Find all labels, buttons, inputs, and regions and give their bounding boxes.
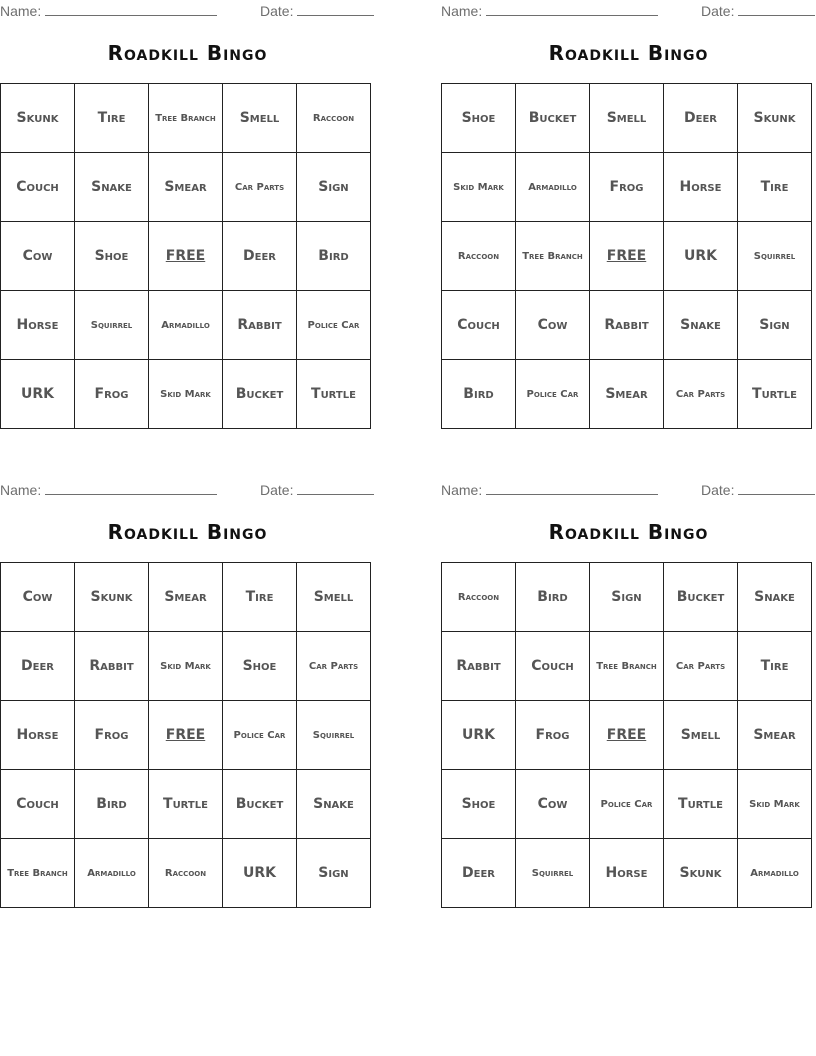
name-blank-line[interactable] — [486, 482, 658, 495]
bingo-cell[interactable]: Police Car — [516, 360, 590, 429]
bingo-cell[interactable]: Armadillo — [738, 839, 812, 908]
bingo-cell[interactable]: Police Car — [297, 291, 371, 360]
bingo-cell[interactable]: Smell — [223, 84, 297, 153]
bingo-cell[interactable]: Car Parts — [664, 360, 738, 429]
date-blank-line[interactable] — [297, 3, 374, 16]
bingo-cell[interactable]: Deer — [1, 632, 75, 701]
bingo-cell[interactable]: Couch — [442, 291, 516, 360]
bingo-cell[interactable]: Skid Mark — [442, 153, 516, 222]
name-blank-line[interactable] — [45, 3, 217, 16]
bingo-cell[interactable]: Bird — [442, 360, 516, 429]
grid-row — [442, 84, 812, 153]
bingo-cell[interactable]: Rabbit — [590, 291, 664, 360]
bingo-cell[interactable]: Horse — [664, 153, 738, 222]
bingo-cell[interactable]: Sign — [297, 839, 371, 908]
bingo-cell[interactable]: Snake — [664, 291, 738, 360]
bingo-cell[interactable]: Raccoon — [149, 839, 223, 908]
bingo-cell[interactable]: Turtle — [664, 770, 738, 839]
bingo-cell[interactable]: Tire — [738, 632, 812, 701]
bingo-cell[interactable]: Skunk — [664, 839, 738, 908]
name-field[interactable] — [441, 479, 658, 501]
bingo-cell[interactable]: Bird — [75, 770, 149, 839]
bingo-cell[interactable]: Shoe — [223, 632, 297, 701]
bingo-cell[interactable]: Squirrel — [75, 291, 149, 360]
bingo-cell[interactable]: Skunk — [738, 84, 812, 153]
bingo-cell[interactable]: Car Parts — [664, 632, 738, 701]
grid-row — [1, 153, 371, 222]
name-blank-line[interactable] — [486, 3, 658, 16]
bingo-cell[interactable]: Skid Mark — [149, 632, 223, 701]
name-label: Name: — [441, 3, 483, 19]
free-space-cell[interactable]: FREE — [590, 701, 664, 770]
bingo-cell[interactable]: Raccoon — [297, 84, 371, 153]
name-label: Name: — [0, 3, 42, 19]
bingo-cell[interactable]: Turtle — [297, 360, 371, 429]
card-header — [441, 479, 816, 501]
bingo-cell[interactable]: URK — [1, 360, 75, 429]
date-label: Date: — [260, 3, 294, 19]
bingo-grid — [0, 562, 371, 908]
bingo-cell[interactable]: Shoe — [75, 222, 149, 291]
bingo-cell[interactable]: Bucket — [516, 84, 590, 153]
bingo-cell[interactable]: Smell — [664, 701, 738, 770]
bingo-cell[interactable]: Turtle — [149, 770, 223, 839]
bingo-cell[interactable]: Snake — [297, 770, 371, 839]
grid-row — [1, 839, 371, 908]
bingo-cell[interactable]: Tree Branch — [590, 632, 664, 701]
bingo-cell[interactable]: Bucket — [223, 770, 297, 839]
bingo-cell[interactable]: Frog — [75, 360, 149, 429]
bingo-cell[interactable]: Car Parts — [297, 632, 371, 701]
name-field[interactable] — [441, 0, 658, 22]
bingo-cell[interactable]: Sign — [297, 153, 371, 222]
bingo-cell[interactable]: Couch — [1, 153, 75, 222]
bingo-cell[interactable]: Squirrel — [738, 222, 812, 291]
grid-row — [442, 360, 812, 429]
bingo-cell[interactable]: URK — [223, 839, 297, 908]
date-label: Date: — [701, 482, 735, 498]
bingo-cell[interactable]: Cow — [516, 770, 590, 839]
grid-row — [442, 153, 812, 222]
grid-row — [442, 632, 812, 701]
bingo-cell[interactable]: Shoe — [442, 84, 516, 153]
card-title: Roadkill Bingo — [107, 41, 268, 65]
grid-row — [1, 222, 371, 291]
bingo-cell[interactable]: Smear — [738, 701, 812, 770]
name-blank-line[interactable] — [45, 482, 217, 495]
grid-row — [1, 360, 371, 429]
card-title: Roadkill Bingo — [107, 520, 268, 544]
name-field[interactable] — [0, 479, 217, 501]
grid-row — [1, 770, 371, 839]
bingo-cell[interactable]: Smell — [590, 84, 664, 153]
bingo-cell[interactable]: Snake — [738, 563, 812, 632]
bingo-cell[interactable]: URK — [664, 222, 738, 291]
date-field[interactable] — [701, 0, 815, 22]
card-header — [0, 479, 375, 501]
bingo-cell[interactable]: Bucket — [664, 563, 738, 632]
date-blank-line[interactable] — [297, 482, 374, 495]
name-label: Name: — [441, 482, 483, 498]
bingo-cell[interactable]: Tire — [223, 563, 297, 632]
bingo-cell[interactable]: Skid Mark — [149, 360, 223, 429]
grid-row — [442, 222, 812, 291]
name-label: Name: — [0, 482, 42, 498]
card-header — [441, 0, 816, 22]
bingo-cell[interactable]: Smear — [149, 563, 223, 632]
grid-row — [1, 632, 371, 701]
bingo-cell[interactable]: Raccoon — [442, 222, 516, 291]
date-blank-line[interactable] — [738, 3, 815, 16]
bingo-cell[interactable]: Cow — [516, 291, 590, 360]
date-label: Date: — [260, 482, 294, 498]
bingo-cell[interactable]: Police Car — [590, 770, 664, 839]
bingo-cell[interactable]: Armadillo — [516, 153, 590, 222]
bingo-cell[interactable]: URK — [442, 701, 516, 770]
bingo-cell[interactable]: Smell — [297, 563, 371, 632]
bingo-cell[interactable]: Bird — [516, 563, 590, 632]
bingo-cell[interactable]: Police Car — [223, 701, 297, 770]
bingo-cell[interactable]: Smear — [149, 153, 223, 222]
bingo-cell[interactable]: Cow — [1, 222, 75, 291]
bingo-cell[interactable]: Deer — [223, 222, 297, 291]
card-title: Roadkill Bingo — [548, 41, 709, 65]
free-space-cell[interactable]: FREE — [590, 222, 664, 291]
bingo-cell[interactable]: Deer — [664, 84, 738, 153]
bingo-cell[interactable]: Couch — [516, 632, 590, 701]
bingo-cell[interactable]: Skunk — [75, 563, 149, 632]
bingo-cell[interactable]: Couch — [1, 770, 75, 839]
bingo-grid — [441, 83, 812, 429]
grid-row — [1, 291, 371, 360]
bingo-cell[interactable]: Skid Mark — [738, 770, 812, 839]
bingo-cell[interactable]: Rabbit — [75, 632, 149, 701]
date-blank-line[interactable] — [738, 482, 815, 495]
bingo-cell[interactable]: Armadillo — [149, 291, 223, 360]
grid-row — [442, 839, 812, 908]
grid-row — [1, 701, 371, 770]
bingo-cell[interactable]: Smear — [590, 360, 664, 429]
bingo-cell[interactable]: Snake — [75, 153, 149, 222]
bingo-cell[interactable]: Squirrel — [516, 839, 590, 908]
bingo-cell[interactable]: Horse — [1, 701, 75, 770]
bingo-cell[interactable]: Tree Branch — [149, 84, 223, 153]
bingo-grid — [441, 562, 812, 908]
bingo-cell[interactable]: Squirrel — [297, 701, 371, 770]
bingo-cell[interactable]: Armadillo — [75, 839, 149, 908]
bingo-cell[interactable]: Rabbit — [223, 291, 297, 360]
grid-row — [442, 770, 812, 839]
bingo-cell[interactable]: Rabbit — [442, 632, 516, 701]
bingo-cell[interactable]: Shoe — [442, 770, 516, 839]
card-header — [0, 0, 375, 22]
name-field[interactable] — [0, 0, 217, 22]
bingo-cell[interactable]: Car Parts — [223, 153, 297, 222]
bingo-cell[interactable]: Tree Branch — [516, 222, 590, 291]
date-field[interactable] — [260, 0, 374, 22]
bingo-cell[interactable]: Bird — [297, 222, 371, 291]
grid-row — [442, 291, 812, 360]
bingo-cell[interactable]: Deer — [442, 839, 516, 908]
date-field[interactable] — [701, 479, 815, 501]
bingo-cell[interactable]: Horse — [1, 291, 75, 360]
bingo-cell[interactable]: Tire — [738, 153, 812, 222]
bingo-cell[interactable]: Cow — [1, 563, 75, 632]
grid-row — [1, 563, 371, 632]
bingo-cell[interactable]: Turtle — [738, 360, 812, 429]
bingo-grid — [0, 83, 371, 429]
bingo-cell[interactable]: Horse — [590, 839, 664, 908]
bingo-cell[interactable]: Sign — [738, 291, 812, 360]
bingo-cell[interactable]: Sign — [590, 563, 664, 632]
bingo-cell[interactable]: Frog — [516, 701, 590, 770]
bingo-cell[interactable]: Tree Branch — [1, 839, 75, 908]
bingo-cell[interactable]: Frog — [590, 153, 664, 222]
grid-row — [1, 84, 371, 153]
bingo-cell[interactable]: Raccoon — [442, 563, 516, 632]
date-label: Date: — [701, 3, 735, 19]
free-space-cell[interactable]: FREE — [149, 701, 223, 770]
bingo-cell[interactable]: Tire — [75, 84, 149, 153]
grid-row — [442, 563, 812, 632]
free-space-cell[interactable]: FREE — [149, 222, 223, 291]
date-field[interactable] — [260, 479, 374, 501]
bingo-cell[interactable]: Bucket — [223, 360, 297, 429]
bingo-cell[interactable]: Frog — [75, 701, 149, 770]
card-title: Roadkill Bingo — [548, 520, 709, 544]
bingo-cell[interactable]: Skunk — [1, 84, 75, 153]
grid-row — [442, 701, 812, 770]
